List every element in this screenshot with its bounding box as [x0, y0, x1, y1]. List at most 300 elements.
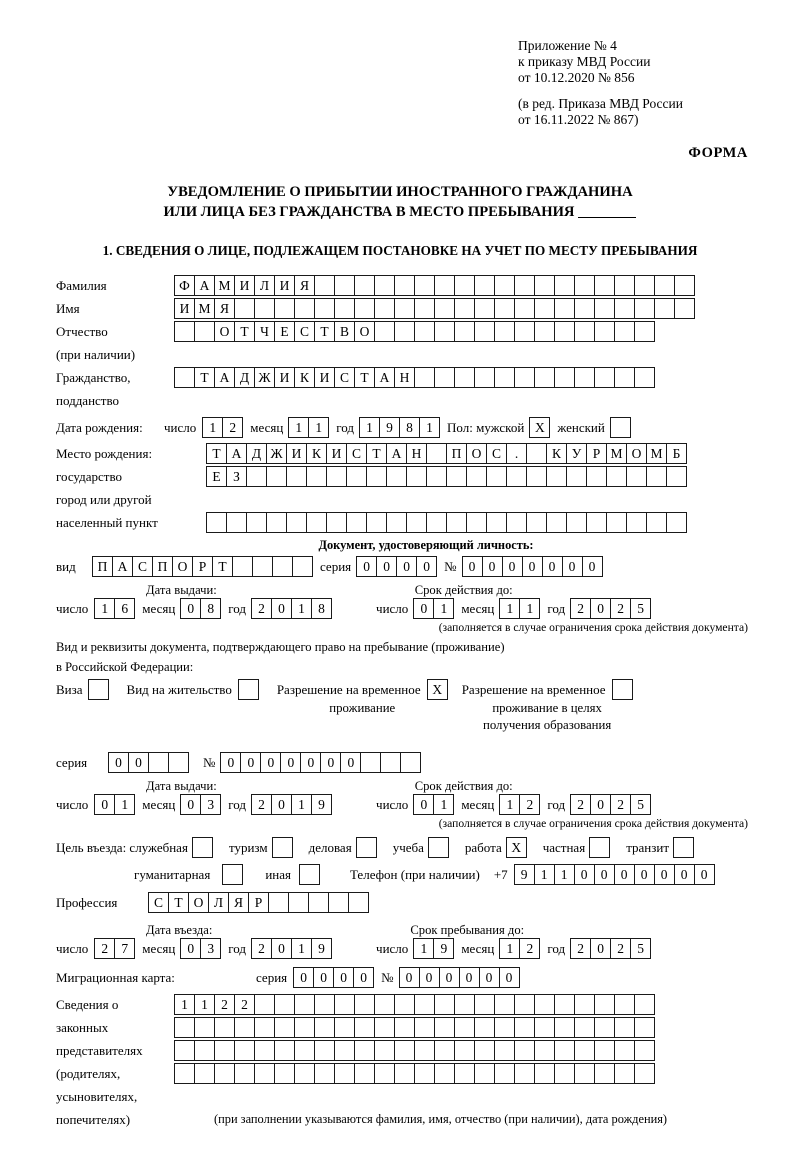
cell[interactable]: 0 — [320, 752, 341, 773]
cell[interactable] — [294, 298, 315, 319]
cell[interactable] — [374, 1063, 395, 1084]
cell[interactable]: 0 — [634, 864, 655, 885]
cell[interactable] — [446, 466, 467, 487]
cell[interactable] — [534, 1063, 555, 1084]
cell[interactable]: Ф — [174, 275, 195, 296]
cell[interactable]: 2 — [610, 598, 631, 619]
cell[interactable]: 0 — [439, 967, 460, 988]
cell[interactable]: А — [214, 367, 235, 388]
cell[interactable]: 0 — [108, 752, 129, 773]
cell[interactable] — [434, 275, 455, 296]
cell[interactable]: Р — [248, 892, 269, 913]
permit-series-boxes[interactable] — [108, 752, 189, 773]
cell[interactable]: 1 — [499, 598, 520, 619]
cell[interactable]: И — [326, 443, 347, 464]
cell[interactable] — [414, 275, 435, 296]
cell[interactable] — [626, 466, 647, 487]
cell[interactable] — [534, 367, 555, 388]
cell[interactable]: И — [274, 367, 295, 388]
cell[interactable] — [554, 321, 575, 342]
cell[interactable] — [380, 752, 401, 773]
cell[interactable] — [634, 1040, 655, 1061]
cell[interactable] — [514, 1017, 535, 1038]
cell[interactable]: 0 — [542, 556, 563, 577]
cell[interactable]: 0 — [333, 967, 354, 988]
cell[interactable]: М — [646, 443, 667, 464]
cell[interactable] — [474, 994, 495, 1015]
cell[interactable] — [286, 466, 307, 487]
purpose-study-checkbox[interactable] — [428, 837, 449, 858]
cell[interactable] — [334, 275, 355, 296]
edu-residence-checkbox[interactable] — [612, 679, 633, 700]
cell[interactable]: 1 — [534, 864, 555, 885]
cell[interactable]: Н — [394, 367, 415, 388]
cell[interactable] — [226, 512, 247, 533]
cell[interactable] — [254, 298, 275, 319]
cell[interactable]: 2 — [251, 938, 272, 959]
cell[interactable] — [594, 1063, 615, 1084]
cell[interactable]: 0 — [482, 556, 503, 577]
cell[interactable] — [234, 1017, 255, 1038]
cell[interactable]: П — [446, 443, 467, 464]
cell[interactable] — [534, 275, 555, 296]
cell[interactable] — [274, 994, 295, 1015]
cell[interactable] — [434, 1017, 455, 1038]
cell[interactable]: 1 — [359, 417, 380, 438]
cell[interactable] — [246, 466, 267, 487]
cell[interactable] — [294, 1017, 315, 1038]
cell[interactable]: Б — [666, 443, 687, 464]
cell[interactable] — [414, 367, 435, 388]
cell[interactable] — [594, 1017, 615, 1038]
cell[interactable] — [606, 466, 627, 487]
cell[interactable] — [272, 837, 293, 858]
cell[interactable]: 2 — [570, 938, 591, 959]
cell[interactable]: О — [354, 321, 375, 342]
cell[interactable] — [566, 466, 587, 487]
cell[interactable] — [586, 512, 607, 533]
cell[interactable]: С — [294, 321, 315, 342]
cell[interactable] — [534, 1040, 555, 1061]
cell[interactable]: П — [152, 556, 173, 577]
cell[interactable]: 0 — [413, 794, 434, 815]
cell[interactable]: 1 — [174, 994, 195, 1015]
purpose-service-checkbox[interactable] — [192, 837, 213, 858]
cell[interactable]: Х — [506, 837, 527, 858]
cell[interactable]: Р — [586, 443, 607, 464]
cell[interactable]: 8 — [399, 417, 420, 438]
cell[interactable] — [356, 837, 377, 858]
cell[interactable] — [428, 837, 449, 858]
cell[interactable] — [299, 864, 320, 885]
cell[interactable] — [673, 837, 694, 858]
cell[interactable]: 3 — [200, 794, 221, 815]
cell[interactable] — [194, 1017, 215, 1038]
cell[interactable]: 0 — [353, 967, 374, 988]
cell[interactable] — [526, 443, 547, 464]
cell[interactable]: 0 — [180, 598, 201, 619]
cell[interactable] — [634, 1017, 655, 1038]
cell[interactable]: Т — [314, 321, 335, 342]
cell[interactable] — [374, 275, 395, 296]
cell[interactable] — [486, 466, 507, 487]
cell[interactable] — [434, 1040, 455, 1061]
legal-rep-boxes-4[interactable] — [174, 1063, 655, 1084]
cell[interactable] — [554, 275, 575, 296]
cell[interactable]: Д — [246, 443, 267, 464]
cell[interactable] — [594, 298, 615, 319]
cell[interactable]: 0 — [574, 864, 595, 885]
cell[interactable] — [314, 1040, 335, 1061]
cell[interactable] — [194, 1040, 215, 1061]
cell[interactable] — [346, 466, 367, 487]
cell[interactable] — [288, 892, 309, 913]
cell[interactable] — [674, 275, 695, 296]
cell[interactable]: Х — [427, 679, 448, 700]
cell[interactable] — [494, 321, 515, 342]
cell[interactable]: И — [274, 275, 295, 296]
cell[interactable] — [666, 466, 687, 487]
cell[interactable] — [194, 1063, 215, 1084]
cell[interactable] — [474, 298, 495, 319]
cell[interactable]: Р — [192, 556, 213, 577]
cell[interactable]: О — [466, 443, 487, 464]
cell[interactable] — [534, 321, 555, 342]
purpose-other-checkbox[interactable] — [299, 864, 320, 885]
cell[interactable]: Ж — [266, 443, 287, 464]
cell[interactable] — [286, 512, 307, 533]
cell[interactable]: 6 — [114, 598, 135, 619]
cell[interactable]: 0 — [180, 794, 201, 815]
cell[interactable] — [394, 1017, 415, 1038]
cell[interactable] — [386, 466, 407, 487]
cell[interactable] — [354, 1040, 375, 1061]
legal-rep-boxes-1[interactable] — [174, 994, 655, 1015]
doc-number-boxes[interactable] — [462, 556, 603, 577]
cell[interactable]: И — [234, 275, 255, 296]
cell[interactable] — [328, 892, 349, 913]
cell[interactable] — [574, 1040, 595, 1061]
cell[interactable]: 9 — [311, 794, 332, 815]
cell[interactable] — [654, 298, 675, 319]
cell[interactable] — [326, 512, 347, 533]
cell[interactable] — [454, 1017, 475, 1038]
cell[interactable] — [434, 367, 455, 388]
stay-month-boxes[interactable] — [499, 938, 540, 959]
cell[interactable]: У — [566, 443, 587, 464]
cell[interactable]: 0 — [240, 752, 261, 773]
cell[interactable] — [234, 298, 255, 319]
cell[interactable] — [426, 466, 447, 487]
cell[interactable] — [594, 275, 615, 296]
cell[interactable] — [654, 275, 675, 296]
cell[interactable]: 0 — [313, 967, 334, 988]
cell[interactable] — [494, 1063, 515, 1084]
permit-issue-month-boxes[interactable] — [180, 794, 221, 815]
doc-issue-day-boxes[interactable] — [94, 598, 135, 619]
cell[interactable]: 1 — [499, 794, 520, 815]
purpose-transit-checkbox[interactable] — [673, 837, 694, 858]
cell[interactable]: 5 — [630, 794, 651, 815]
patronymic-boxes[interactable] — [174, 321, 655, 342]
cell[interactable]: 0 — [94, 794, 115, 815]
cell[interactable]: 0 — [502, 556, 523, 577]
doc-valid-year-boxes[interactable] — [570, 598, 651, 619]
cell[interactable] — [88, 679, 109, 700]
cell[interactable] — [614, 1040, 635, 1061]
cell[interactable] — [494, 298, 515, 319]
cell[interactable]: 0 — [413, 598, 434, 619]
doc-valid-day-boxes[interactable] — [413, 598, 454, 619]
cell[interactable] — [514, 1063, 535, 1084]
cell[interactable]: 1 — [413, 938, 434, 959]
cell[interactable] — [666, 512, 687, 533]
cell[interactable] — [414, 321, 435, 342]
name-boxes[interactable] — [174, 298, 695, 319]
cell[interactable]: К — [306, 443, 327, 464]
cell[interactable]: И — [174, 298, 195, 319]
cell[interactable] — [674, 298, 695, 319]
cell[interactable]: 2 — [570, 794, 591, 815]
cell[interactable] — [494, 1017, 515, 1038]
cell[interactable] — [546, 466, 567, 487]
cell[interactable]: . — [506, 443, 527, 464]
cell[interactable]: Е — [274, 321, 295, 342]
migration-number-boxes[interactable] — [399, 967, 520, 988]
cell[interactable] — [554, 1040, 575, 1061]
cell[interactable] — [334, 298, 355, 319]
cell[interactable]: А — [374, 367, 395, 388]
cell[interactable] — [354, 1017, 375, 1038]
doc-issue-month-boxes[interactable] — [180, 598, 221, 619]
cell[interactable] — [294, 1063, 315, 1084]
doc-type-boxes[interactable] — [92, 556, 313, 577]
cell[interactable] — [534, 994, 555, 1015]
cell[interactable]: 2 — [251, 598, 272, 619]
cell[interactable] — [554, 367, 575, 388]
cell[interactable] — [314, 1063, 335, 1084]
cell[interactable]: 1 — [202, 417, 223, 438]
cell[interactable] — [360, 752, 381, 773]
cell[interactable]: 0 — [459, 967, 480, 988]
cell[interactable] — [194, 321, 215, 342]
cell[interactable]: 1 — [308, 417, 329, 438]
cell[interactable]: 2 — [94, 938, 115, 959]
cell[interactable] — [454, 298, 475, 319]
stay-year-boxes[interactable] — [570, 938, 651, 959]
birth-month-boxes[interactable] — [288, 417, 329, 438]
cell[interactable] — [574, 1017, 595, 1038]
cell[interactable]: М — [606, 443, 627, 464]
cell[interactable] — [174, 1040, 195, 1061]
cell[interactable] — [414, 994, 435, 1015]
cell[interactable]: 2 — [234, 994, 255, 1015]
cell[interactable]: Е — [206, 466, 227, 487]
migration-series-boxes[interactable] — [293, 967, 374, 988]
cell[interactable]: С — [486, 443, 507, 464]
cell[interactable]: 1 — [94, 598, 115, 619]
cell[interactable]: 0 — [293, 967, 314, 988]
cell[interactable] — [168, 752, 189, 773]
cell[interactable] — [394, 275, 415, 296]
cell[interactable]: А — [112, 556, 133, 577]
cell[interactable] — [354, 994, 375, 1015]
cell[interactable]: А — [386, 443, 407, 464]
cell[interactable] — [374, 298, 395, 319]
cell[interactable] — [308, 892, 329, 913]
cell[interactable] — [148, 752, 169, 773]
cell[interactable] — [394, 1040, 415, 1061]
cell[interactable] — [614, 1017, 635, 1038]
cell[interactable]: Т — [206, 443, 227, 464]
doc-valid-month-boxes[interactable] — [499, 598, 540, 619]
cell[interactable] — [546, 512, 567, 533]
cell[interactable]: 1 — [291, 598, 312, 619]
cell[interactable]: С — [346, 443, 367, 464]
purpose-humanitarian-checkbox[interactable] — [222, 864, 243, 885]
cell[interactable] — [634, 367, 655, 388]
cell[interactable]: Т — [366, 443, 387, 464]
cell[interactable] — [646, 512, 667, 533]
cell[interactable] — [238, 679, 259, 700]
cell[interactable] — [334, 1017, 355, 1038]
cell[interactable]: 0 — [582, 556, 603, 577]
cell[interactable] — [634, 298, 655, 319]
cell[interactable] — [406, 512, 427, 533]
cell[interactable]: 0 — [340, 752, 361, 773]
cell[interactable]: 0 — [280, 752, 301, 773]
cell[interactable] — [494, 1040, 515, 1061]
cell[interactable]: 7 — [114, 938, 135, 959]
cell[interactable] — [268, 892, 289, 913]
cell[interactable]: 5 — [630, 938, 651, 959]
doc-issue-year-boxes[interactable] — [251, 598, 332, 619]
doc-series-boxes[interactable] — [356, 556, 437, 577]
cell[interactable] — [214, 1063, 235, 1084]
cell[interactable] — [606, 512, 627, 533]
sex-female-checkbox[interactable] — [610, 417, 631, 438]
cell[interactable] — [494, 275, 515, 296]
purpose-business-checkbox[interactable] — [356, 837, 377, 858]
cell[interactable]: 0 — [590, 598, 611, 619]
cell[interactable]: Т — [354, 367, 375, 388]
cell[interactable]: А — [194, 275, 215, 296]
cell[interactable] — [374, 1017, 395, 1038]
cell[interactable] — [514, 275, 535, 296]
cell[interactable] — [294, 1040, 315, 1061]
cell[interactable] — [174, 367, 195, 388]
surname-boxes[interactable] — [174, 275, 695, 296]
permit-valid-day-boxes[interactable] — [413, 794, 454, 815]
cell[interactable] — [234, 1040, 255, 1061]
cell[interactable]: О — [172, 556, 193, 577]
cell[interactable] — [374, 1040, 395, 1061]
cell[interactable]: 1 — [291, 794, 312, 815]
cell[interactable]: 0 — [356, 556, 377, 577]
cell[interactable] — [614, 321, 635, 342]
cell[interactable]: 0 — [694, 864, 715, 885]
cell[interactable] — [514, 321, 535, 342]
cell[interactable] — [474, 321, 495, 342]
cell[interactable] — [426, 512, 447, 533]
cell[interactable]: Д — [234, 367, 255, 388]
cell[interactable] — [454, 367, 475, 388]
permit-issue-year-boxes[interactable] — [251, 794, 332, 815]
cell[interactable] — [474, 1017, 495, 1038]
cell[interactable]: 2 — [519, 794, 540, 815]
cell[interactable] — [374, 994, 395, 1015]
cell[interactable] — [474, 1063, 495, 1084]
cell[interactable]: Л — [208, 892, 229, 913]
cell[interactable]: 1 — [288, 417, 309, 438]
birth-year-boxes[interactable] — [359, 417, 440, 438]
cell[interactable] — [266, 512, 287, 533]
cell[interactable] — [574, 321, 595, 342]
cell[interactable] — [574, 1063, 595, 1084]
cell[interactable] — [292, 556, 313, 577]
cell[interactable]: 0 — [416, 556, 437, 577]
cell[interactable] — [272, 556, 293, 577]
cell[interactable] — [566, 512, 587, 533]
cell[interactable] — [434, 298, 455, 319]
cell[interactable] — [394, 298, 415, 319]
profession-boxes[interactable] — [148, 892, 369, 913]
cell[interactable] — [174, 321, 195, 342]
cell[interactable] — [614, 1063, 635, 1084]
cell[interactable] — [174, 1017, 195, 1038]
cell[interactable] — [274, 1063, 295, 1084]
cell[interactable]: И — [314, 367, 335, 388]
cell[interactable]: 0 — [590, 938, 611, 959]
cell[interactable]: З — [226, 466, 247, 487]
cell[interactable] — [589, 837, 610, 858]
cell[interactable] — [414, 298, 435, 319]
cell[interactable]: 0 — [260, 752, 281, 773]
cell[interactable]: 2 — [222, 417, 243, 438]
cell[interactable] — [232, 556, 253, 577]
cell[interactable]: 0 — [419, 967, 440, 988]
purpose-work-checkbox[interactable] — [506, 837, 527, 858]
cell[interactable]: Т — [234, 321, 255, 342]
cell[interactable]: С — [334, 367, 355, 388]
permit-valid-month-boxes[interactable] — [499, 794, 540, 815]
cell[interactable] — [506, 466, 527, 487]
cell[interactable] — [306, 466, 327, 487]
cell[interactable]: 0 — [399, 967, 420, 988]
cell[interactable] — [474, 1040, 495, 1061]
cell[interactable]: Н — [406, 443, 427, 464]
cell[interactable]: В — [334, 321, 355, 342]
cell[interactable] — [354, 1063, 375, 1084]
cell[interactable] — [214, 1040, 235, 1061]
cell[interactable] — [400, 752, 421, 773]
cell[interactable] — [206, 512, 227, 533]
legal-rep-boxes-3[interactable] — [174, 1040, 655, 1061]
cell[interactable]: 1 — [419, 417, 440, 438]
cell[interactable] — [254, 994, 275, 1015]
cell[interactable] — [454, 321, 475, 342]
sex-male-checkbox[interactable] — [529, 417, 550, 438]
cell[interactable] — [610, 417, 631, 438]
stay-day-boxes[interactable] — [413, 938, 454, 959]
cell[interactable] — [554, 298, 575, 319]
cell[interactable]: 0 — [499, 967, 520, 988]
cell[interactable] — [334, 994, 355, 1015]
cell[interactable]: 0 — [654, 864, 675, 885]
cell[interactable] — [394, 321, 415, 342]
permit-issue-day-boxes[interactable] — [94, 794, 135, 815]
cell[interactable] — [274, 298, 295, 319]
